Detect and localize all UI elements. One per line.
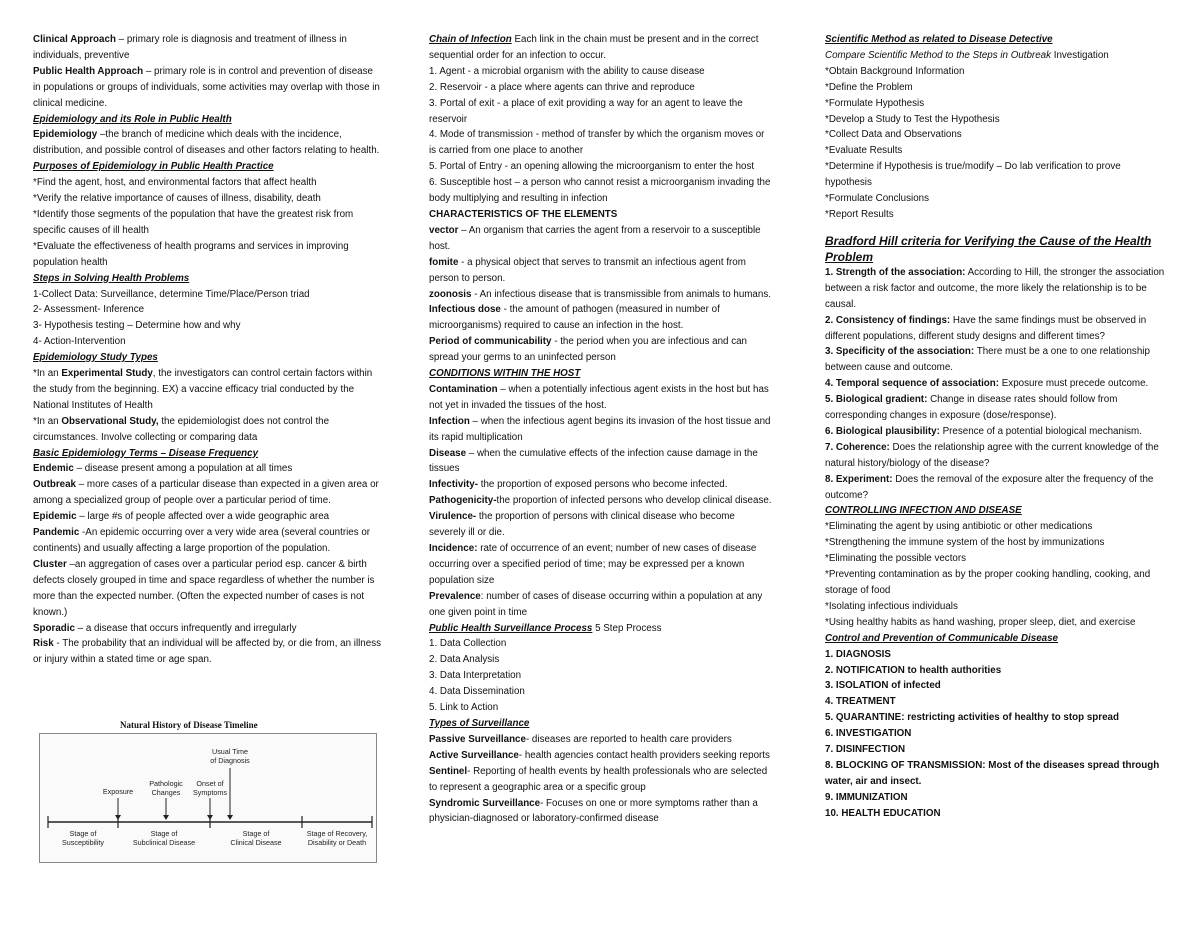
chain-item: 4. Mode of transmission - method of transfer by which the organism moves or is carried from one place to another	[429, 129, 765, 157]
epidemiology-role-heading: Epidemiology and its Role in Public Health	[33, 113, 232, 125]
experimental-study-definition: , the investigators can control certain factors within the study from the beginning. EX) a vaccine efficacy trial conducted by the National Institutes of Health	[33, 368, 373, 411]
surveillance-type-term: Sentinel	[429, 765, 468, 777]
scientific-method-step: *Collect Data and Observations	[825, 129, 962, 141]
hill-criterion	[825, 440, 1170, 472]
clinical-approach-entry	[33, 32, 383, 64]
hill-criterion	[825, 313, 1170, 345]
term-definition: – disease present among a population at all times	[73, 463, 293, 475]
term-label: Sporadic	[33, 622, 75, 634]
term-definition: –an aggregation of cases over a particular period esp. cancer & birth defects closely grouped in time and space regardless of whether the number is more than the expected number. (Often the expected number of cases is not known.)	[33, 558, 375, 618]
term-entry	[33, 525, 383, 557]
condition-entry	[429, 414, 774, 446]
surveillance-type-definition: - diseases are reported to health care providers	[525, 733, 732, 745]
characteristic-definition: - the amount of pathogen (measured in number of microorganisms) required to cause an infection in the host.	[429, 304, 720, 332]
scientific-method-step: *Define the Problem	[825, 81, 913, 93]
term-label: Risk	[33, 638, 54, 650]
epidemiology-definition: –the branch of medicine which deals with the incidence, distribution, and possible control of diseases and other factors relating to health.	[33, 129, 380, 157]
scientific-method-step: *Report Results	[825, 208, 894, 220]
hill-criterion	[825, 265, 1170, 313]
control-item: *Eliminating the agent by using antibiotic or other medications	[825, 521, 1093, 533]
chain-item: 2. Reservoir - a place where agents can thrive and reproduce	[429, 81, 695, 93]
prevention-item	[825, 726, 1170, 742]
chain-item: 1. Agent - a microbial organism with the ability to cause disease	[429, 65, 705, 77]
control-item: *Using healthy habits as hand washing, proper sleep, diet, and exercise	[825, 616, 1136, 628]
characteristic-term: fomite	[429, 256, 459, 268]
surveillance-types-heading: Types of Surveillance	[429, 717, 530, 729]
condition-definition: the proportion of infected persons who develop clinical disease.	[496, 495, 772, 507]
characteristic-entry	[429, 255, 774, 287]
hill-criterion-text: According to Hill, the stronger the association between a risk factor and outcome, the more likely the relationship is to be causal.	[825, 266, 1165, 310]
hill-criterion	[825, 344, 1170, 376]
prevention-item-text: 1. DIAGNOSIS	[825, 648, 891, 660]
timeline-title: Natural History of Disease Timeline	[120, 720, 258, 730]
pathologic-label-line1: Pathologic	[149, 779, 183, 788]
purpose-item: *Find the agent, host, and environmental factors that affect health	[33, 177, 317, 189]
chain-item: 6. Susceptible host – a person who cannot resist a microorganism invading the body multiplying and resulting in infection	[429, 177, 771, 205]
hill-criterion-text: Have the same findings must be observed in different populations, different study designs and different times?	[825, 314, 1147, 342]
hill-criterion-term: 6. Biological plausibility:	[825, 425, 940, 437]
condition-term: Infectivity-	[429, 479, 478, 491]
basic-terms-heading: Basic Epidemiology Terms – Disease Frequency	[33, 447, 259, 459]
prevention-item-text: 2. NOTIFICATION to health authorities	[825, 664, 1002, 676]
scientific-method-step: *Formulate Conclusions	[825, 193, 930, 205]
purpose-item: *Identify those segments of the population that have the greatest risk from specific causes of ill health	[33, 208, 354, 236]
public-health-approach-entry	[33, 64, 383, 112]
condition-term: Pathogenicity-	[429, 495, 497, 507]
term-entry	[33, 477, 383, 509]
term-label: Pandemic	[33, 527, 80, 539]
bradford-hill-heading: Bradford Hill criteria for Verifying the Cause of the Health Problem	[825, 233, 1152, 264]
surveillance-process-entry	[429, 621, 774, 637]
term-entry	[33, 636, 383, 668]
term-definition: – a disease that occurs infrequently and irregularly	[74, 622, 297, 634]
column-left	[33, 32, 383, 668]
scientific-method-subheading-italic: Compare Scientific Method to the Steps in Outbreak	[825, 49, 1051, 61]
condition-entry	[429, 509, 774, 541]
prevention-item	[825, 647, 1170, 663]
surveillance-type-entry	[429, 732, 774, 748]
hill-criterion-text: Presence of a potential biological mechanism.	[939, 425, 1142, 437]
control-item: *Eliminating the possible vectors	[825, 553, 967, 565]
control-item: *Strengthening the immune system of the host by immunizations	[825, 537, 1105, 549]
purposes-heading: Purposes of Epidemiology in Public Health Practice	[33, 161, 274, 173]
condition-definition: rate of occurrence of an event; number of new cases of disease occurring over a specified period of time; may be expressed per a known population size	[429, 543, 757, 586]
public-health-approach-term: Public Health Approach	[33, 65, 144, 77]
condition-entry	[429, 541, 774, 589]
prevention-item-text: 6. INVESTIGATION	[825, 728, 912, 740]
condition-term: Contamination	[429, 383, 498, 395]
scientific-method-step: *Evaluate Results	[825, 145, 903, 157]
surveillance-type-definition: - health agencies contact health providers seeking reports	[518, 749, 770, 761]
characteristic-term: vector	[429, 224, 459, 236]
steps-heading: Steps in Solving Health Problems	[33, 272, 190, 284]
study-types-heading: Epidemiology Study Types	[33, 352, 158, 364]
characteristic-definition: - a physical object that serves to transmit an infectious agent from person to person.	[429, 256, 746, 284]
prevention-item-text: 10. HEALTH EDUCATION	[825, 807, 941, 819]
experimental-study-entry	[33, 366, 383, 414]
characteristic-entry	[429, 223, 774, 255]
stage-label-line2: Susceptibility	[62, 838, 104, 847]
condition-term: Prevalence	[429, 590, 481, 602]
natural-history-timeline-figure	[39, 733, 377, 863]
onset-label-line2: Symptoms	[193, 788, 227, 797]
condition-definition: the proportion of persons with clinical disease who become severely ill or die.	[429, 511, 735, 539]
observational-study-definition: the epidemiologist does not control the circumstances. Involve collecting or comparing data	[33, 415, 330, 443]
pathologic-arrowhead	[163, 815, 169, 820]
stage-label-line2: Subclinical Disease	[132, 838, 196, 847]
term-definition: – large #s of people affected over a wide geographic area	[76, 511, 330, 523]
surveillance-type-term: Active Surveillance	[429, 749, 519, 761]
surveillance-type-entry	[429, 748, 774, 764]
prevention-item	[825, 663, 1170, 679]
step-item: 4- Action-Intervention	[33, 336, 126, 348]
epidemiology-term: Epidemiology	[33, 129, 98, 141]
scientific-method-step: *Determine if Hypothesis is true/modify – Do lab verification to prove hypothesis	[825, 161, 1121, 189]
hill-criterion-term: 7. Coherence:	[825, 441, 890, 453]
diagnosis-label-line1: Usual Time	[212, 747, 248, 756]
purpose-item: *Evaluate the effectiveness of health programs and services in improving population health	[33, 240, 349, 268]
observational-study-entry	[33, 414, 383, 446]
characteristic-definition: - An infectious disease that is transmissible from animals to humans.	[471, 288, 771, 300]
surveillance-step: 5. Link to Action	[429, 702, 499, 714]
prevention-item-text: 3. ISOLATION of infected	[825, 680, 941, 692]
chain-of-infection-heading: Chain of Infection	[429, 34, 512, 45]
public-health-approach-definition: – primary role is in control and prevention of disease in populations or groups of individuals, some activities may overlap with those in clinical medicine.	[33, 65, 380, 109]
chain-of-infection-intro	[429, 32, 774, 64]
onset-arrowhead	[207, 815, 213, 820]
hill-criterion-term: 1. Strength of the association:	[825, 266, 966, 278]
hill-criterion-term: 4. Temporal sequence of association:	[825, 378, 1000, 390]
term-label: Endemic	[33, 463, 74, 475]
epidemiology-entry	[33, 127, 383, 159]
surveillance-type-term: Syndromic Surveillance	[429, 797, 541, 809]
term-entry	[33, 509, 383, 525]
prevention-item-text: 5. QUARANTINE: restricting activities of healthy to stop spread	[825, 712, 1119, 724]
clinical-approach-term: Clinical Approach	[33, 34, 116, 45]
characteristic-entry	[429, 302, 774, 334]
surveillance-type-entry	[429, 764, 774, 796]
prevention-item-text: 7. DISINFECTION	[825, 744, 906, 756]
term-entry	[33, 621, 383, 637]
surveillance-type-definition: - Focuses on one or more symptoms rather than a physician-diagnosed or laboratory-confirmed disease	[429, 797, 758, 825]
prevention-item	[825, 742, 1170, 758]
condition-definition: the proportion of exposed persons who become infected.	[478, 479, 728, 491]
scientific-method-step: *Formulate Hypothesis	[825, 97, 925, 109]
term-definition: - The probability that an individual will be affected by, or die from, an illness or injury within a stated time or age span.	[33, 638, 381, 666]
hill-criterion-term: 3. Specificity of the association:	[825, 346, 975, 358]
prevention-heading: Control and Prevention of Communicable Disease	[825, 632, 1058, 644]
controlling-infection-heading: CONTROLLING INFECTION AND DISEASE	[825, 505, 1022, 517]
stage-label-line1: Stage of	[242, 829, 270, 838]
condition-term: Incidence:	[429, 543, 478, 554]
term-definition: -An epidemic occurring over a very wide area (several countries or continents) and usually affecting a large proportion of the population.	[33, 527, 371, 554]
experimental-study-term: Experimental Study	[61, 368, 153, 380]
chain-item: 5. Portal of Entry - an opening allowing the microorganism to enter the host	[429, 161, 755, 173]
characteristic-term: Period of communicability	[429, 336, 552, 348]
condition-entry	[429, 477, 774, 493]
conditions-heading: CONDITIONS WITHIN THE HOST	[429, 368, 581, 380]
hill-criterion-text: Does the relationship agree with the current knowledge of the natural history/biology of the disease?	[825, 441, 1159, 469]
surveillance-type-term: Passive Surveillance	[429, 733, 526, 745]
stage-label-line1: Stage of	[150, 829, 178, 838]
condition-definition: – when the infectious agent begins its invasion of the host tissue and its rapid multiplication	[429, 415, 771, 443]
stage-label-line2: Disability or Death	[307, 838, 367, 847]
hill-criterion	[825, 424, 1170, 440]
term-entry	[33, 557, 383, 621]
diagnosis-arrowhead	[227, 815, 233, 820]
observational-study-term: Observational Study,	[61, 415, 159, 427]
prevention-item	[825, 694, 1170, 710]
prevention-item-text: 9. IMMUNIZATION	[825, 791, 908, 803]
hill-criterion	[825, 376, 1170, 392]
characteristic-definition: – An organism that carries the agent from a reservoir to a susceptible host.	[429, 224, 761, 252]
clinical-approach-definition: – primary role is diagnosis and treatment of illness in individuals, preventive	[33, 34, 347, 61]
hill-criterion-term: 8. Experiment:	[825, 473, 893, 485]
condition-definition: – when a potentially infectious agent exists in the host but has not yet in invaded the tissues of the host.	[429, 383, 769, 411]
term-definition: – more cases of a particular disease than expected in a given area or among a specialized group of people over a particular period of time.	[33, 479, 379, 507]
scientific-method-step: *Develop a Study to Test the Hypothesis	[825, 113, 1000, 125]
surveillance-step: 1. Data Collection	[429, 638, 507, 650]
timeline-diagram	[40, 734, 376, 862]
surveillance-step: 3. Data Interpretation	[429, 670, 522, 682]
prevention-item	[825, 806, 1170, 822]
hill-criterion-text: There must be a one to one relationship between cause and outcome.	[825, 346, 1150, 374]
hill-criterion	[825, 392, 1170, 424]
condition-entry	[429, 446, 774, 478]
term-label: Cluster	[33, 558, 67, 570]
characteristic-entry	[429, 287, 774, 303]
prevention-item	[825, 710, 1170, 726]
onset-label-line1: Onset of	[196, 779, 224, 788]
surveillance-type-entry	[429, 796, 774, 828]
surveillance-step: 2. Data Analysis	[429, 654, 500, 666]
chain-of-infection-text: Each link in the chain must be present and in the correct sequential order for an infection to occur.	[429, 34, 759, 61]
term-label: Epidemic	[33, 511, 77, 523]
purpose-item: *Verify the relative importance of causes of illness, disability, death	[33, 193, 321, 205]
surveillance-process-text: 5 Step Process	[592, 622, 662, 634]
characteristics-heading: CHARACTERISTICS OF THE ELEMENTS	[429, 208, 618, 220]
pathologic-label-line2: Changes	[151, 788, 181, 797]
hill-criterion	[825, 472, 1170, 504]
condition-term: Disease	[429, 447, 467, 459]
hill-criterion-text: Change in disease rates should follow from corresponding changes in exposure (dose/response).	[825, 394, 1118, 422]
surveillance-step: 4. Data Dissemination	[429, 686, 525, 698]
hill-criterion-term: 5. Biological gradient:	[825, 394, 928, 406]
prevention-item-text: 4. TREATMENT	[825, 696, 896, 708]
characteristic-term: zoonosis	[429, 288, 472, 300]
surveillance-process-heading: Public Health Surveillance Process	[429, 622, 593, 634]
characteristic-entry	[429, 334, 774, 366]
exposure-arrowhead	[115, 815, 121, 820]
condition-term: Virulence-	[429, 511, 477, 523]
condition-entry	[429, 493, 774, 509]
stage-label-line1: Stage of	[69, 829, 97, 838]
condition-entry	[429, 589, 774, 621]
hill-criterion-term: 2. Consistency of findings:	[825, 314, 951, 326]
scientific-method-heading: Scientific Method as related to Disease Detective	[825, 34, 1053, 45]
diagnosis-label-line2: of Diagnosis	[210, 756, 250, 765]
exposure-label: Exposure	[102, 787, 134, 796]
term-entry	[33, 461, 383, 477]
prevention-item-text: 8. BLOCKING OF TRANSMISSION: Most of the diseases spread through water, air and insect.	[825, 759, 1160, 787]
prevention-item	[825, 758, 1170, 790]
characteristic-term: Infectious dose	[429, 304, 501, 316]
scientific-method-step: *Obtain Background Information	[825, 65, 965, 77]
condition-entry	[429, 382, 774, 414]
condition-definition: – when the cumulative effects of the infection cause damage in the tissues	[429, 447, 758, 475]
experimental-study-prefix: *In an	[33, 368, 62, 380]
hill-criterion-text: Exposure must precede outcome.	[999, 378, 1149, 390]
term-label: Outbreak	[33, 479, 77, 491]
condition-term: Infection	[429, 415, 470, 427]
step-item: 1-Collect Data: Surveillance, determine Time/Place/Person triad	[33, 288, 310, 300]
step-item: 3- Hypothesis testing – Determine how and why	[33, 320, 241, 332]
condition-definition: : number of cases of disease occurring within a population at any one given point in time	[429, 590, 763, 618]
observational-study-prefix: *In an	[33, 415, 62, 427]
column-right	[825, 32, 1170, 822]
prevention-item	[825, 790, 1170, 806]
control-item: *Isolating infectious individuals	[825, 600, 958, 612]
scientific-method-subheading	[825, 48, 1170, 64]
hill-criterion-text: Does the removal of the exposure alter the frequency of the outcome?	[825, 473, 1154, 501]
stage-label-line1: Stage of Recovery,	[306, 829, 368, 838]
stage-label-line2: Clinical Disease	[230, 838, 282, 847]
step-item: 2- Assessment- Inference	[33, 304, 145, 316]
chain-item: 3. Portal of exit - a place of exit providing a way for an agent to leave the reservoir	[429, 97, 743, 125]
control-item: *Preventing contamination as by the proper cooking handling, cooking, and storage of food	[825, 569, 1151, 596]
prevention-item	[825, 678, 1170, 694]
surveillance-type-definition: - Reporting of health events by health professionals who are selected to represent a geographic area or a specific group	[429, 765, 768, 793]
column-middle	[429, 32, 774, 827]
characteristic-definition: - the period when you are infectious and can spread your germs to an uninfected person	[429, 336, 748, 364]
scientific-method-subheading-rest: Investigation	[1051, 49, 1109, 61]
